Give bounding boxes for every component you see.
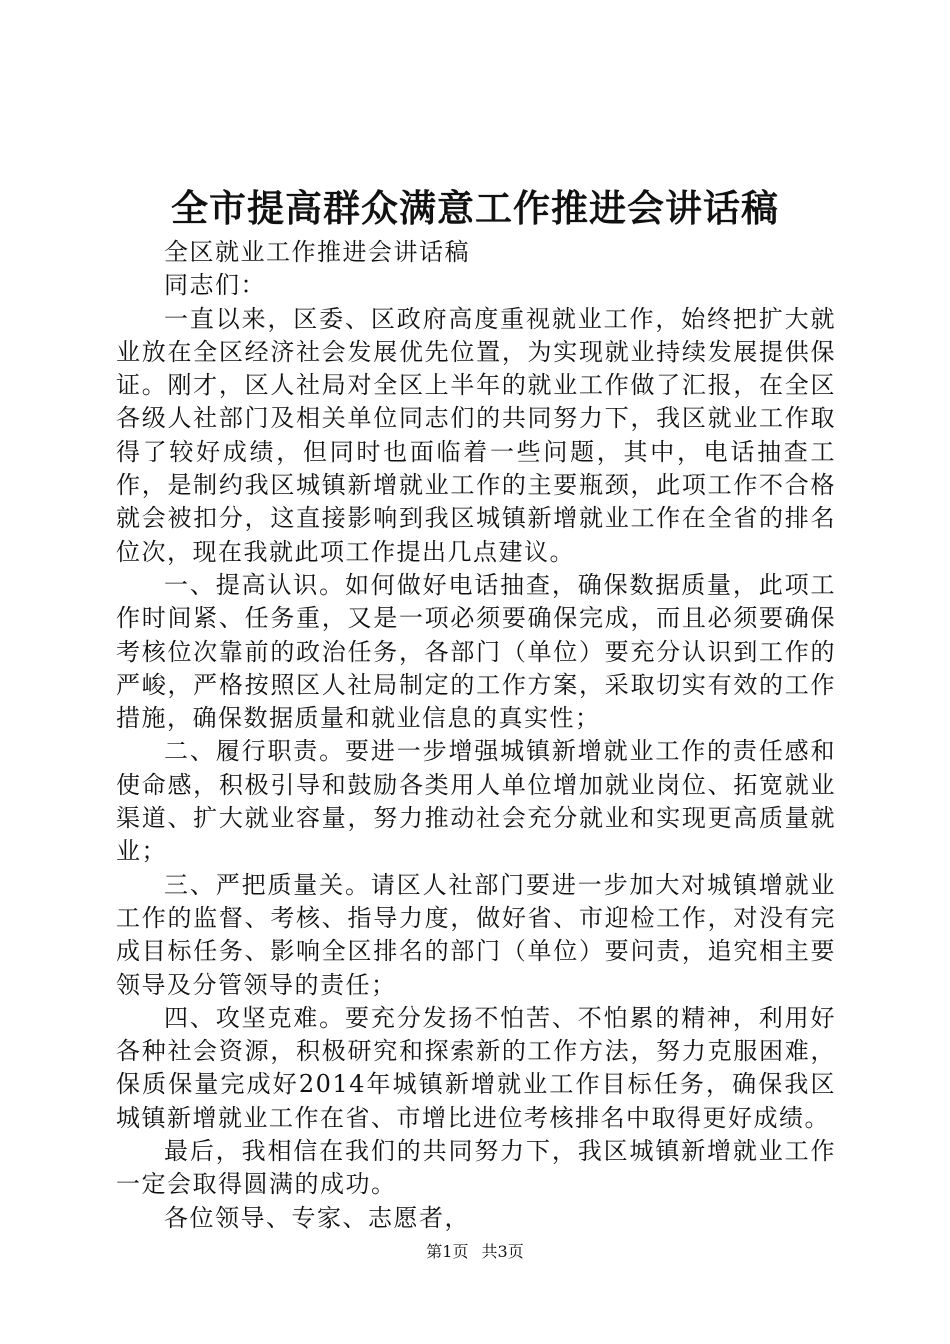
- point-one-paragraph: 一、提高认识。如何做好电话抽查，确保数据质量，此项工作时间紧、任务重，又是一项必须要确保完成，而且必须要确保考核位次靠前的政治任务，各部门（单位）要充分认识到工作的严峻，严格按照区人社局制定的工作方案，采取切实有效的工作措施，确保数据质量和就业信息的真实性；: [116, 570, 836, 733]
- intro-paragraph: 一直以来，区委、区政府高度重视就业工作，始终把扩大就业放在全区经济社会发展优先位置，为实现就业持续发展提供保证。刚才，区人社局对全区上半年的就业工作做了汇报，在全区各级人社部门及相关单位同志们的共同努力下，我区就业工作取得了较好成绩，但同时也面临着一些问题，其中，电话抽查工作，是制约我区城镇新增就业工作的主要瓶颈，此项工作不合格就会被扣分，这直接影响到我区城镇新增就业工作在全省的排名位次，现在我就此项工作提出几点建议。: [116, 304, 836, 566]
- point-four-paragraph: 四、攻坚克难。要充分发扬不怕苦、不怕累的精神，利用好各种社会资源，积极研究和探索新的工作方法，努力克服困难，保质保量完成好2014年城镇新增就业工作目标任务，确保我区城镇新增就业工作在省、市增比进位考核排名中取得更好成绩。: [116, 1003, 836, 1132]
- closing-paragraph: 最后，我相信在我们的共同努力下，我区城镇新增就业工作一定会取得圆满的成功。: [116, 1137, 836, 1199]
- point-three-paragraph: 三、严把质量关。请区人社部门要进一步加大对城镇增就业工作的监督、考核、指导力度，做好省、市迎检工作，对没有完成目标任务、影响全区排名的部门（单位）要问责，追究相主要领导及分管领导的责任；: [116, 870, 836, 999]
- page-number: 第1页: [426, 1242, 469, 1261]
- salutation-paragraph: 同志们：: [164, 271, 266, 300]
- page-total: 共3页: [481, 1242, 524, 1261]
- document-body: [116, 236, 836, 1235]
- point-two-paragraph: 二、履行职责。要进一步增强城镇新增就业工作的责任感和使命感，积极引导和鼓励各类用人单位增加就业岗位、拓宽就业渠道、扩大就业容量，努力推动社会充分就业和实现更高质量就业；: [116, 737, 836, 866]
- document-title: 全市提高群众满意工作推进会讲话稿: [171, 186, 779, 230]
- page-footer: [0, 1241, 950, 1263]
- greeting-paragraph: 各位领导、专家、志愿者，: [164, 1203, 470, 1232]
- subtitle-paragraph: 全区就业工作推进会讲话稿: [164, 238, 470, 266]
